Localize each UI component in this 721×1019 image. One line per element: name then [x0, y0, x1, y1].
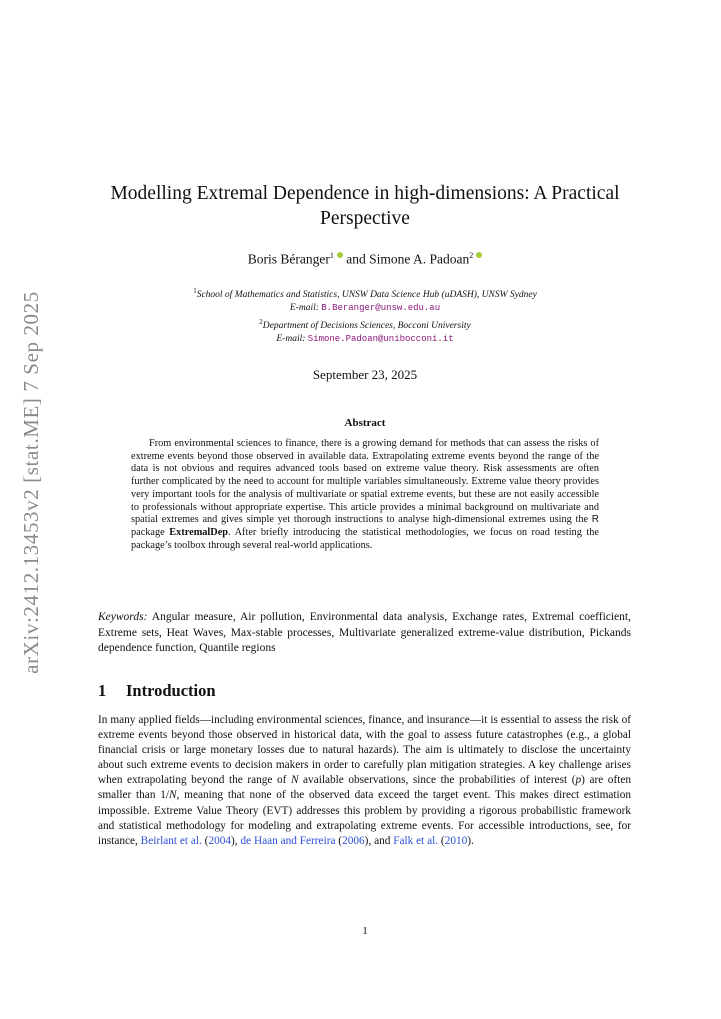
paper-title: Modelling Extremal Dependence in high-dimensions: A Practical Perspective	[110, 183, 620, 229]
affiliation-email-line	[110, 302, 620, 315]
author-affil-sup: 2	[469, 251, 474, 260]
intro-text: , meaning that none of the observed data exceed the target event. This makes direct estimation impossible. Extreme Value Theory (EVT) addresses this problem by providing a rigorous probabilistic framework and statistical methodology for modeling and extrapolating extreme events. For accessible introductions, see, for instance,	[98, 789, 631, 847]
author-name: Boris Béranger	[247, 251, 330, 267]
citation-link[interactable]: de Haan and Ferreira	[240, 834, 336, 847]
abstract-heading: Abstract	[344, 417, 386, 429]
email-link[interactable]: Simone.Padoan@unibocconi.it	[307, 333, 454, 344]
affiliation-name: Department of Decisions Sciences, Bocconi University	[262, 320, 471, 331]
intro-text: ) are often smaller than 1/	[98, 774, 632, 802]
affiliations	[110, 285, 620, 346]
intro-paragraph: In many applied fields—including environmental sciences, finance, and insurance—it is essential to assess the risk of extreme events beyond those observed in historical data, with the goal to assess future catastrophes (e.g., a global financial crisis or large monetary losses due to natural hazards). The aim is ultimately to disclose the uncertainty about such extreme events to decision makers in order to carefully plan mitigation strategies. A key challenge arises when extrapolating beyond the range of N available observations, since the probabilities of interest (p) are often smaller than 1/N, meaning that none of the observed data exceed the target event. This makes direct estimation impossible. Extreme Value Theory (EVT) addresses this problem by providing a rigorous probabilistic framework and statistical methodology for modeling and extrapolating extreme events. For accessible introductions, see, for instance, Beirlant et al. (2004), de Haan and Ferreira (2006), and Falk et al. (2010).	[98, 714, 632, 847]
email-label: E-mail:	[289, 303, 319, 314]
email-label: E-mail:	[276, 333, 306, 344]
section-title: Introduction	[126, 681, 216, 700]
affiliation-2	[110, 316, 620, 333]
affiliation-name: School of Mathematics and Statistics, UNSW Data Science Hub (uDASH), UNSW Sydney	[196, 290, 537, 301]
affiliation-email-line	[110, 333, 620, 346]
intro-text: available observations, since the probabilities of interest (	[303, 774, 576, 787]
author-line	[110, 247, 620, 269]
author-name: Simone A. Padoan	[369, 251, 470, 267]
keywords	[98, 610, 631, 657]
abstract-text: package	[131, 526, 165, 538]
math-var: p	[575, 774, 582, 787]
paper-date: September 23, 2025	[312, 367, 418, 382]
intro-text: , and	[368, 834, 391, 847]
citation-link[interactable]: Falk et al.	[393, 834, 439, 847]
package-name: ExtremalDep	[169, 526, 229, 538]
author-affil-sup: 1	[329, 251, 334, 260]
orcid-icon[interactable]	[476, 252, 482, 258]
section-number: 1	[98, 681, 107, 700]
email-link[interactable]: B.Beranger@unsw.edu.au	[321, 303, 441, 314]
affiliation-sup: 1	[193, 287, 197, 295]
citation-year-link[interactable]: 2004	[208, 834, 232, 847]
section-heading	[98, 681, 631, 701]
abstract-text: . After briefly introducing the statistical methodologies, we focus on road testing the package’s toolbox through several real-world applications.	[131, 526, 599, 551]
intro-text: In many applied fields—including environmental sciences, finance, and insurance—it is essential to assess the risk of extreme events beyond those observed in historical data, with the goal to assess future catastrophes (e.g., a global financial crisis or large monetary losses due to natural hazards). The aim is ultimately to disclose the uncertainty about such extreme events to decision makers in order to carefully plan mitigation strategies. A key challenge arises when extrapolating beyond the range of	[98, 714, 631, 787]
citation-year-link[interactable]: 2010	[444, 834, 468, 847]
arxiv-id-text: arXiv:2412.13453v2 [stat.ME] 7 Sep 2025	[18, 290, 43, 674]
math-var: N	[169, 789, 177, 802]
arxiv-side-identifier[interactable]	[16, 290, 46, 674]
citation-link[interactable]: Beirlant et al.	[140, 834, 202, 847]
abstract-body	[131, 438, 599, 552]
citation-year-link[interactable]: 2006	[342, 834, 365, 847]
r-language-name: R	[591, 514, 599, 526]
abstract-text: From environmental sciences to finance, there is a growing demand for methods that can assess the risks of extreme events beyond those observed in available data. Extrapolating extreme events beyond the range of the data is not obvious and requires advanced tools based on extreme value theory. Risk assessments are often further complicated by the need to account for multiple variables simultaneously. Extreme value theory provides very important tools for the analysis of multivariate or spatial extreme events, but these are not easily accessible to professionals without appropriate expertise. This article provides a minimal background on multivariate and spatial extremes and gives simple yet thorough instructions to analyse high-dimensional extremes using the	[131, 438, 599, 526]
affiliation-1	[110, 285, 620, 302]
page-number: 1	[362, 925, 368, 937]
affiliation-sup: 2	[259, 317, 263, 326]
author-joiner: and	[346, 251, 366, 267]
math-var: N	[290, 774, 299, 787]
keywords-label: Keywords:	[98, 611, 148, 623]
orcid-icon[interactable]	[337, 252, 343, 258]
keywords-list: Angular measure, Air pollution, Environmental data analysis, Exchange rates, Extremal coefficient, Extreme sets, Heat Waves, Max-stable processes, Multivariate generalized extreme-value distribution, Pickands dependence function, Quantile regions	[98, 611, 631, 654]
